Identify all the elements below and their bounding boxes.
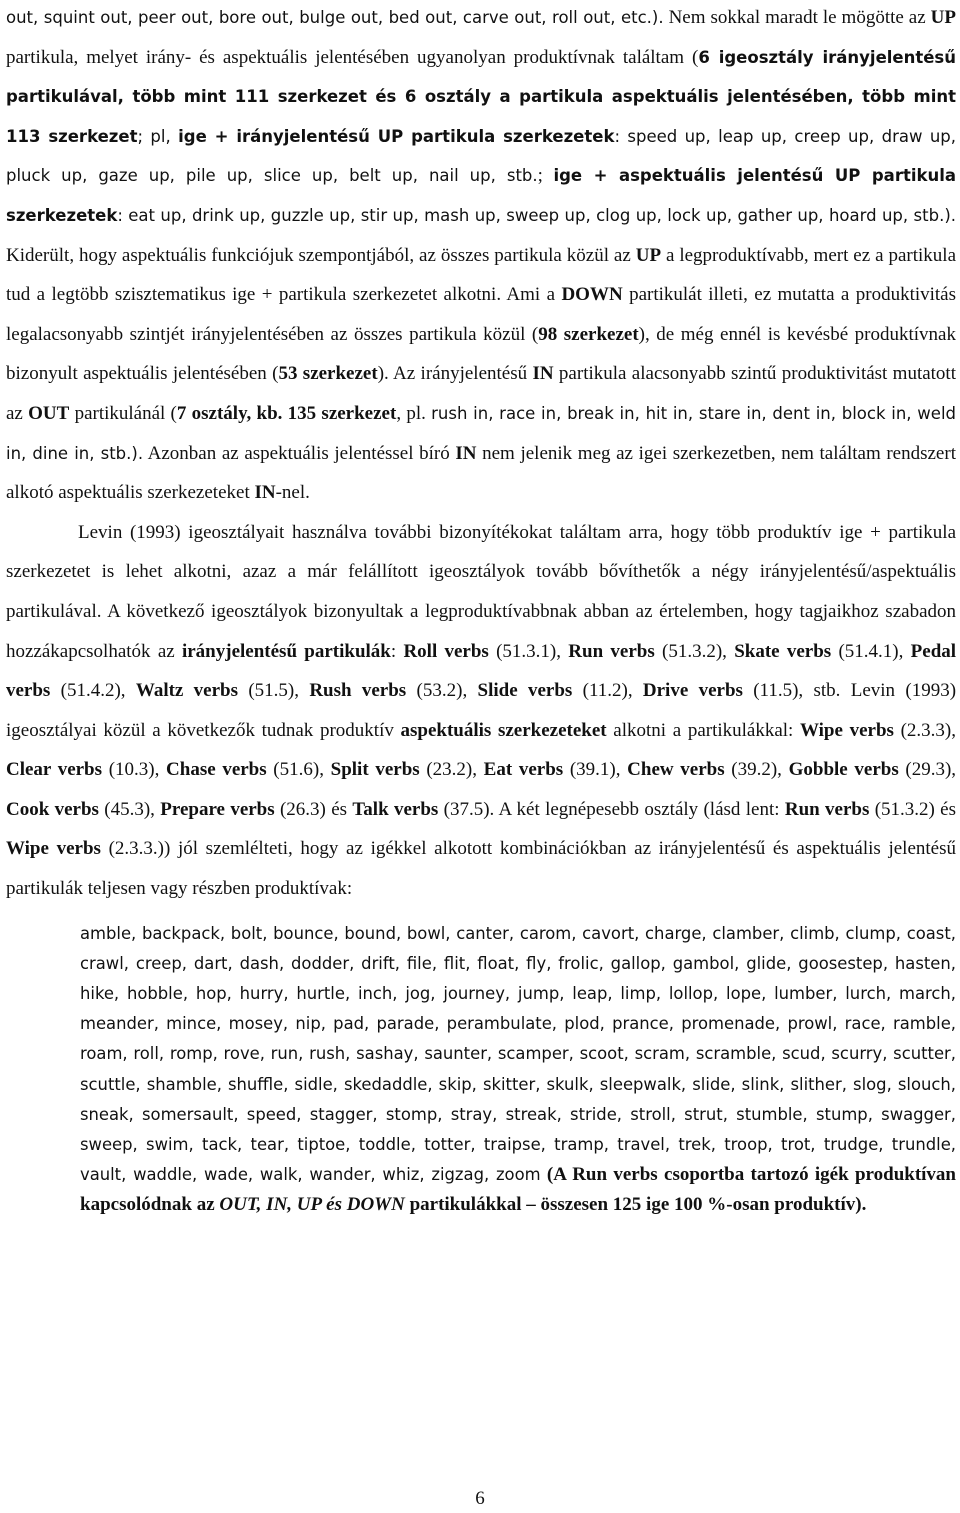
text-run: -nel. [275, 482, 310, 504]
verb-class: Run verbs [568, 640, 655, 662]
text-run: Azonban az aspektuális jelentéssel bíró [143, 442, 456, 464]
text-run: (51.3.2) és [869, 798, 956, 820]
text-run: (11.2), [572, 680, 643, 702]
verb-class: Chase verbs [166, 759, 267, 781]
verb-class: Prepare verbs [160, 798, 275, 820]
text-run: alkotni a partikulákkal: [606, 719, 800, 741]
particle-term: UP [930, 7, 956, 28]
list-note-particles: OUT, IN, UP és DOWN [219, 1194, 405, 1216]
text-run: (51.4.2), [50, 680, 136, 702]
paragraph-levin-classes [6, 513, 956, 909]
bold-heading-run: ige + irányjelentésű UP partikula szerkezetek [178, 126, 615, 146]
text-run: partikula, melyet irány- és aspektuális jelentésében ugyanolyan produktívnak találtam ( [6, 46, 699, 68]
text-run: (39.1), [563, 759, 628, 781]
particle-term: IN [455, 442, 477, 464]
example-text: : eat up, drink up, guzzle up, stir up, mash up, sweep up, clog up, lock up, gather up, hoard up, stb.). [117, 205, 956, 225]
verb-class: Gobble verbs [788, 759, 899, 781]
list-note: partikulákkal – összesen 125 ige 100 %-osan produktív). [404, 1194, 867, 1216]
verb-class: Pedal verbs [6, 640, 957, 702]
text-run: Levin (1993) igeosztályait használva további bizonyítékokat találtam arra, hogy több produktív ige + partikula szerkezetet is lehet alkotni, azaz a már felállított igeosztályok tovább bővíthetők a négy irányjelentésű/aspektuális partikulával. A következő igeosztályok bizonyultak a legproduktívabbnak abban az értelemben, hogy tagjaikhoz szabadon hozzákapcsolhatók az [6, 521, 956, 662]
particle-term: IN [532, 363, 554, 385]
verb-class: Eat verbs [483, 759, 564, 781]
example-text: rush in, race in, break in, hit in, stare in, dent in, block in, weld in, dine in, stb.). [6, 403, 957, 463]
particle-term: IN [254, 482, 276, 504]
text-run: (23.2), [419, 759, 484, 781]
verb-class: Skate verbs [734, 640, 832, 662]
text-run: (51.3.1), [488, 640, 569, 662]
text-run: (37.5). A két legnépesebb osztály (lásd lent: [438, 798, 785, 820]
bold-count: 98 szerkezet [538, 323, 639, 345]
verb-class: Wipe verbs [800, 719, 894, 741]
verb-class: Chew verbs [627, 759, 725, 781]
text-run: partikulát illeti, ez mutatta a produktivitás legalacsonyabb szintjét irányjelentésében az összes partikula közül ( [6, 284, 957, 345]
text-run: (26.3) és [274, 798, 353, 820]
text-run: (51.5), [238, 680, 310, 702]
verb-class: Wipe verbs [6, 838, 101, 860]
bold-count: 53 szerkezet [278, 363, 378, 385]
bold-term: irányjelentésű partikulák [181, 640, 391, 662]
text-run: (29.3), [898, 759, 957, 781]
run-verbs-list [80, 919, 956, 1221]
list-note: (A Run verbs csoportba tartozó igék produktívan kapcsolódnak az [80, 1164, 956, 1216]
text-run: (39.2), [724, 759, 789, 781]
example-text: : speed up, leap up, creep up, draw up, pluck up, gaze up, pile up, slice up, belt up, nail up, stb. [6, 126, 957, 186]
verb-class: Waltz verbs [135, 680, 239, 702]
text-run: : [390, 640, 404, 662]
text-run: nem jelenik meg az igei szerkezetben, nem találtam rendszert alkotó aspektuális szerkezeteket [6, 442, 956, 504]
paragraph-particle-productivity [6, 0, 956, 513]
text-run: (2.3.3), [893, 719, 956, 741]
verb-class: Clear verbs [6, 759, 103, 781]
particle-term: DOWN [561, 284, 623, 306]
bold-count: 7 osztály, kb. 135 szerkezet [176, 402, 397, 424]
verb-class: Drive verbs [642, 680, 743, 702]
bold-term: aspektuális szerkezeteket [400, 719, 607, 741]
text-run: (2.3.3.)) jól szemlélteti, hogy az igékkel alkotott kombinációkban az irányjelentésű és aspektuális jelentésű partikulák teljesen vagy részben produktívak: [6, 838, 956, 900]
particle-term: UP [635, 244, 662, 266]
text-run: (11.5), stb. Levin (1993) igeosztályai közül a következők tudnak produktív [6, 680, 957, 741]
bold-summary: 6 igeosztály irányjelentésű partikulával, több mint 111 szerkezet és 6 osztály a partikula aspektuális jelentésében, több mint 113 szerkezet [6, 47, 956, 146]
verb-class: Talk verbs [352, 798, 439, 820]
verb-class: Rush verbs [309, 680, 407, 702]
text-run: ). Az irányjelentésű [377, 363, 533, 385]
verb-class: Slide verbs [477, 680, 573, 702]
verb-class: Split verbs [330, 759, 420, 781]
page-number: 6 [475, 1488, 485, 1509]
verb-class: Cook verbs [6, 798, 99, 820]
text-run: (10.3), [102, 759, 167, 781]
text-run: , pl. [396, 402, 432, 424]
text-run: (51.3.2), [654, 640, 735, 662]
verb-list-text: amble, backpack, bolt, bounce, bound, bowl, canter, carom, cavort, charge, clamber, climb, clump, coast, crawl, creep, dart, dash, dodder, drift, file, flit, float, fly, frolic, gallop, gambol, glide, goosestep, hasten, hike, hobble, hop, hurry, hurtle, inch, jog, journey, jump, leap, limp, lollop, lope, lumber, lurch, march, meander, mince, mosey, nip, pad, parade, perambulate, plod, prance, promenade, prowl, race, ramble, roam, roll, romp, rove, run, rush, sashay, saunter, scamper, scoot, scram, scramble, scud, scurry, scutter, scuttle, shamble, shuffle, sidle, skedaddle, skip, skitter, skulk, sleepwalk, slide, slink, slither, slog, slouch, sneak, somersault, speed, stagger, stomp, stray, streak, stride, stroll, strut, stumble, stump, swagger, sweep, swim, tack, tear, tiptoe, toddle, totter, traipse, tramp, travel, trek, troop, trot, trudge, trundle, vault, waddle, wade, walk, wander, whiz, zigzag, zoom [80, 923, 956, 1185]
example-text: out, squint out, peer out, bore out, bulge out, bed out, carve out, roll out, etc.). [6, 8, 664, 27]
verb-class: Roll verbs [403, 640, 489, 662]
text-run: partikulánál ( [69, 402, 177, 424]
particle-term: OUT [28, 402, 70, 424]
text-run: (45.3), [98, 798, 161, 820]
text-run: partikula alacsonyabb szintű produktivitást mutatott az [6, 363, 956, 424]
text-run: Kiderült, hogy aspektuális funkciójuk szempontjából, az összes partikula közül az [6, 244, 636, 266]
text-run: ; pl, [137, 126, 179, 146]
text-run: (53.2), [406, 680, 478, 702]
bold-heading-run: ige + aspektuális jelentésű UP partikula szerkezetek [6, 166, 957, 225]
text-run: ), de még ennél is kevésbé produktívnak bizonyult aspektuális jelentésében ( [6, 323, 956, 385]
text-run: a legproduktívabb, mert ez a partikula tud a legtöbb szisztematikus ige + partikula szerkezetet alkotni. Ami a [6, 244, 956, 306]
text-run: (51.6), [266, 759, 331, 781]
text-run: Nem sokkal maradt le mögötte az [663, 7, 931, 28]
verb-class: Run verbs [784, 798, 870, 820]
text-run: (51.4.1), [831, 640, 911, 662]
text-run: ; [537, 165, 554, 187]
